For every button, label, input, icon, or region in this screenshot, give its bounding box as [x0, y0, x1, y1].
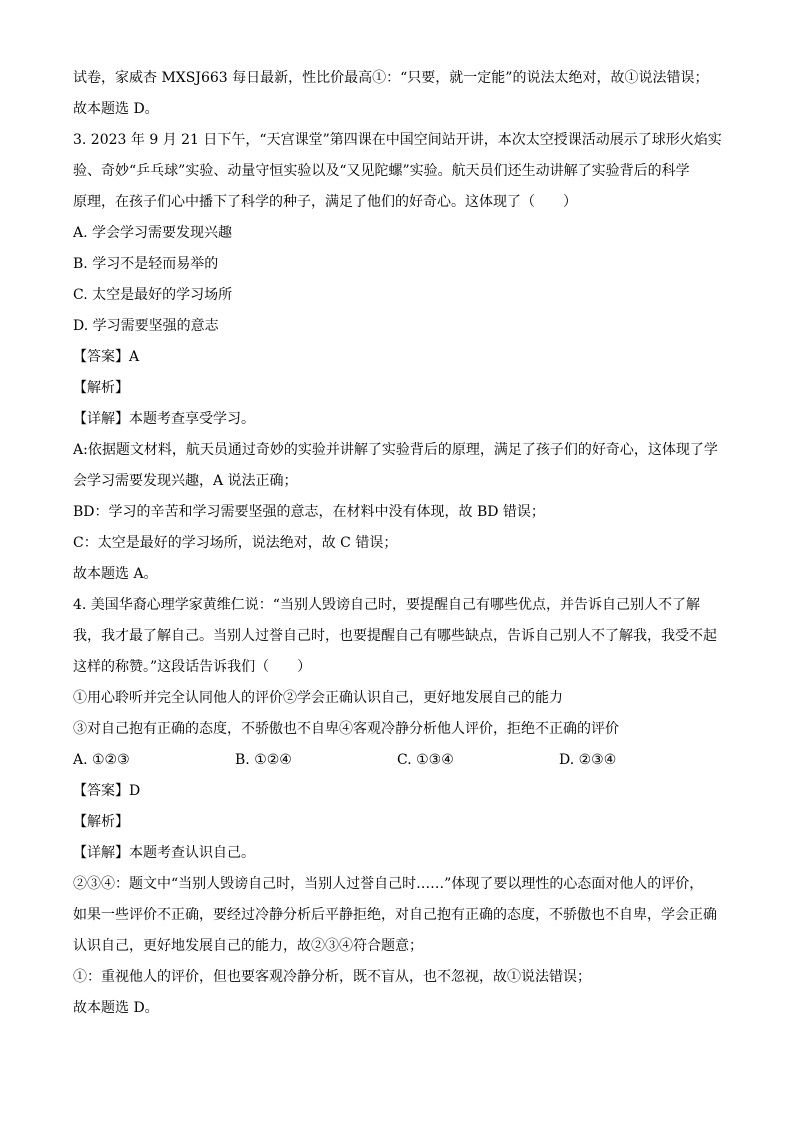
option-c: C. ①③④	[397, 752, 454, 768]
detail-text: 认识自己，更好地发展自己的能力，故②③④符合题意；	[73, 938, 423, 954]
detail-text: ②③④：题文中“当别人毁谤自己时，当别人过誉自己时……”体现了要以理性的心态面对他人的评价，	[73, 876, 704, 892]
detail-text: ①：重视他人的评价，但也要客观冷静分析，既不盲从，也不忽视，故①说法错误；	[73, 969, 591, 985]
answer-label: 【答案】D	[73, 783, 141, 799]
detail-text: 会学习需要发现兴趣，A 说法正确；	[73, 473, 298, 489]
question-3-option-c: C. 太空是最好的学习场所	[73, 287, 233, 303]
text-line: 试卷，家威杏 MXSJ663 每日最新，性比价最高①：“只要，就一定能”的说法太绝对，故①说法错误；	[73, 70, 709, 86]
detail-text: 故本题选 D。	[73, 1000, 159, 1016]
question-4-stem: 这样的称赞。”这段话告诉我们（ ）	[73, 659, 312, 675]
analysis-label: 【解析】	[73, 380, 129, 396]
question-4-options	[73, 745, 723, 776]
detail-text: 【详解】本题考查认识自己。	[73, 845, 255, 861]
text-line: 故本题选 D。	[73, 101, 159, 117]
question-3-option-d: D. 学习需要坚强的意志	[73, 318, 219, 334]
option-d: D. ②③④	[559, 752, 617, 768]
question-4-statements: ③对自己抱有正确的态度，不骄傲也不自卑④客观冷静分析他人评价，拒绝不正确的评价	[73, 721, 619, 737]
option-a: A. ①②③	[73, 752, 130, 768]
question-4-statements: ①用心聆听并完全认同他人的评价②学会正确认识自己，更好地发展自己的能力	[73, 690, 563, 706]
question-3-option-a: A. 学会学习需要发现兴趣	[73, 225, 233, 241]
detail-text: 【详解】本题考查享受学习。	[73, 411, 255, 427]
option-b: B. ①②④	[235, 752, 292, 768]
detail-text: 故本题选 A。	[73, 566, 158, 582]
detail-text: BD：学习的辛苦和学习需要坚强的意志，在材料中没有体现，故 BD 错误；	[73, 504, 545, 520]
question-3-stem: 原理，在孩子们心中播下了科学的种子，满足了他们的好奇心。这体现了（ ）	[73, 194, 577, 210]
question-4-stem: 我，我才最了解自己。当别人过誉自己时，也要提醒自己有哪些缺点，告诉自己别人不了解我，我受不起	[73, 628, 717, 644]
answer-label: 【答案】A	[73, 349, 140, 365]
analysis-label: 【解析】	[73, 814, 129, 830]
detail-text: 如果一些评价不正确，要经过冷静分析后平静拒绝，对自己抱有正确的态度，不骄傲也不自卑，学会正确	[73, 907, 717, 923]
question-3-stem: 3. 2023 年 9 月 21 日下午，“天宫课堂”第四课在中国空间站开讲，本次太空授课活动展示了球形火焰实	[73, 132, 722, 148]
question-3-stem: 验、奇妙“乒乓球”实验、动量守恒实验以及“又见陀螺”实验。航天员们还生动讲解了实验背后的科学	[73, 163, 690, 179]
question-3-option-b: B. 学习不是轻而易举的	[73, 256, 219, 272]
question-4-stem: 4. 美国华裔心理学家黄维仁说：“当别人毁谤自己时，要提醒自己有哪些优点，并告诉自己别人不了解	[73, 597, 700, 613]
detail-text: C：太空是最好的学习场所，说法绝对，故 C 错误；	[73, 535, 398, 551]
document-page	[73, 63, 723, 1024]
detail-text: A:依据题文材料，航天员通过奇妙的实验并讲解了实验背后的原理，满足了孩子们的好奇心，这体现了学	[73, 442, 718, 458]
